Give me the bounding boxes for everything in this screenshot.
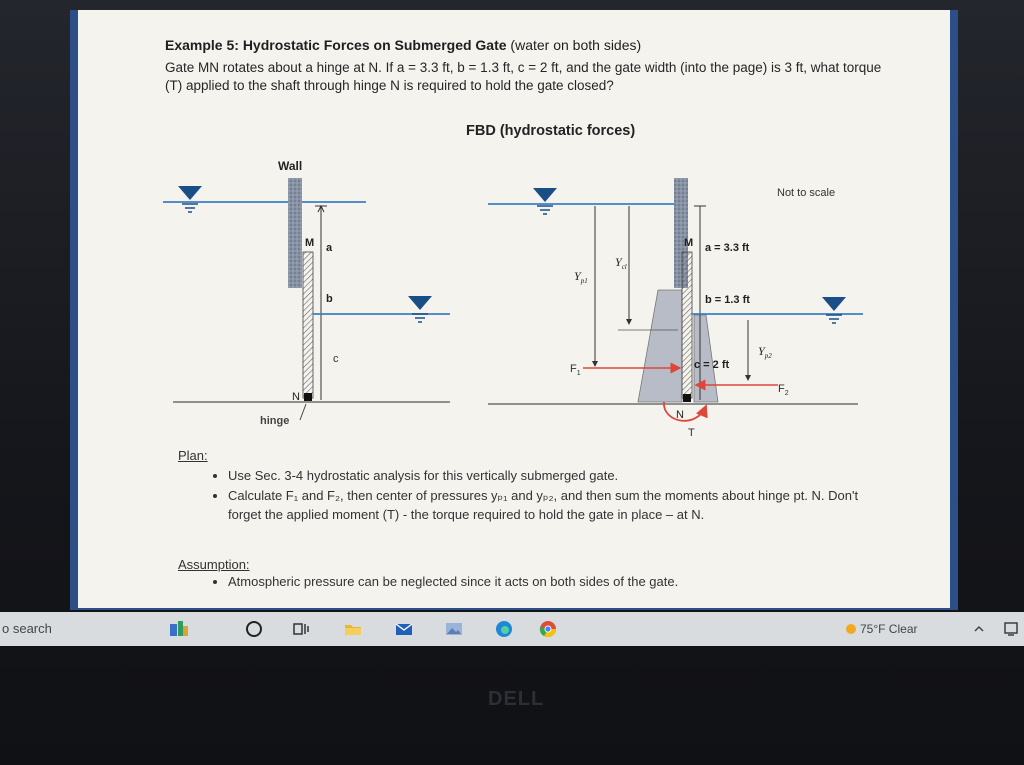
mail-icon[interactable] — [393, 618, 415, 640]
water-level-symbol-3 — [533, 188, 557, 214]
problem-statement: Gate MN rotates about a hinge at N. If a = 3.3 ft, b = 1.3 ft, c = 2 ft, and the gate width (into the page) is 3 ft, what torque (T) applied to the shaft through hinge N is required to hold the gate closed? — [165, 60, 882, 93]
slide-title-rest: (water on both sides) — [506, 37, 642, 53]
plan-list — [178, 466, 878, 524]
chrome-browser-icon[interactable] — [537, 618, 559, 640]
torque-arrow — [664, 402, 706, 421]
plan-bullet-1: • Use Sec. 3-4 hydrostatic analysis for this vertically submerged gate. — [228, 466, 878, 485]
dim-b-label: b — [326, 293, 333, 305]
gate-diagrams — [78, 140, 950, 440]
gate-mn — [303, 252, 313, 398]
hinge-n-label-right: N — [676, 409, 684, 421]
force-f1-label: $F_1$ — [570, 363, 581, 377]
screen — [70, 10, 958, 610]
fbd-heading: FBD (hydrostatic forces) — [466, 123, 636, 139]
force-f2-label: $F_2$ — [778, 383, 789, 397]
right-diagram — [488, 178, 863, 439]
assumption-section — [178, 557, 878, 589]
weather-sun-icon[interactable] — [840, 618, 862, 640]
dim-c-label: c — [333, 353, 339, 365]
dim-a-label: a — [326, 242, 333, 254]
gate-point-m-label-right: M — [684, 237, 694, 249]
hinge-n-right — [683, 394, 691, 402]
chevron-up-icon[interactable] — [968, 618, 990, 640]
presentation-slide — [78, 10, 950, 608]
task-view-icon[interactable] — [290, 618, 312, 640]
slide-title — [165, 37, 641, 53]
cortana-icon[interactable] — [243, 618, 265, 640]
hinge-n — [304, 393, 312, 401]
wall-block — [288, 178, 302, 288]
gate-point-m-label: M — [305, 237, 315, 249]
news-widget-icon[interactable] — [168, 618, 190, 640]
network-icon[interactable] — [1000, 618, 1022, 640]
taskbar-search-box[interactable]: o search — [2, 621, 52, 636]
windows-taskbar — [0, 612, 1024, 646]
edge-browser-icon[interactable] — [493, 618, 515, 640]
ycl-label: $Y_{cl}$ — [615, 255, 627, 271]
yp2-label: $Y_{p2}$ — [758, 344, 772, 360]
brand-logo: DELL — [488, 688, 545, 710]
photos-icon[interactable] — [443, 618, 465, 640]
hinge-label: hinge — [260, 415, 290, 427]
left-diagram — [163, 159, 450, 427]
gate-mn-right — [682, 252, 692, 398]
assumption-heading: Assumption: — [178, 557, 250, 572]
hinge-n-label: N — [292, 391, 300, 403]
plan-heading: Plan: — [178, 448, 208, 463]
plan-bullet-2: • Calculate F₁ and F₂, then center of pressures yₚ₁ and yₚ₂, and then sum the moments about hinge pt. N. Don't forget the applied moment (T) - the torque required to hold the gate in place – at N. — [228, 486, 878, 524]
torque-label: T — [688, 427, 695, 439]
assumption-list — [178, 574, 878, 589]
slide-title-bold: Example 5: Hydrostatic Forces on Submerged Gate — [165, 37, 507, 53]
water-level-symbol — [178, 186, 202, 212]
not-to-scale-label: Not to scale — [777, 187, 836, 199]
file-explorer-icon[interactable] — [342, 618, 364, 640]
pressure-distribution-left — [638, 290, 682, 402]
dim-c-value: c = 2 ft — [694, 359, 730, 371]
dim-a-value: a = 3.3 ft — [705, 242, 750, 254]
dim-b-value: b = 1.3 ft — [705, 294, 750, 306]
assumption-bullet-1: • Atmospheric pressure can be neglected since it acts on both sides of the gate. — [228, 574, 878, 589]
water-level-symbol-2 — [408, 296, 432, 322]
weather-readout[interactable]: 75°F Clear — [860, 622, 918, 636]
plan-section — [178, 448, 878, 525]
wall-label: Wall — [278, 159, 303, 173]
water-level-symbol-4 — [822, 297, 846, 323]
yp1-label: $Y_{p1}$ — [574, 269, 588, 285]
